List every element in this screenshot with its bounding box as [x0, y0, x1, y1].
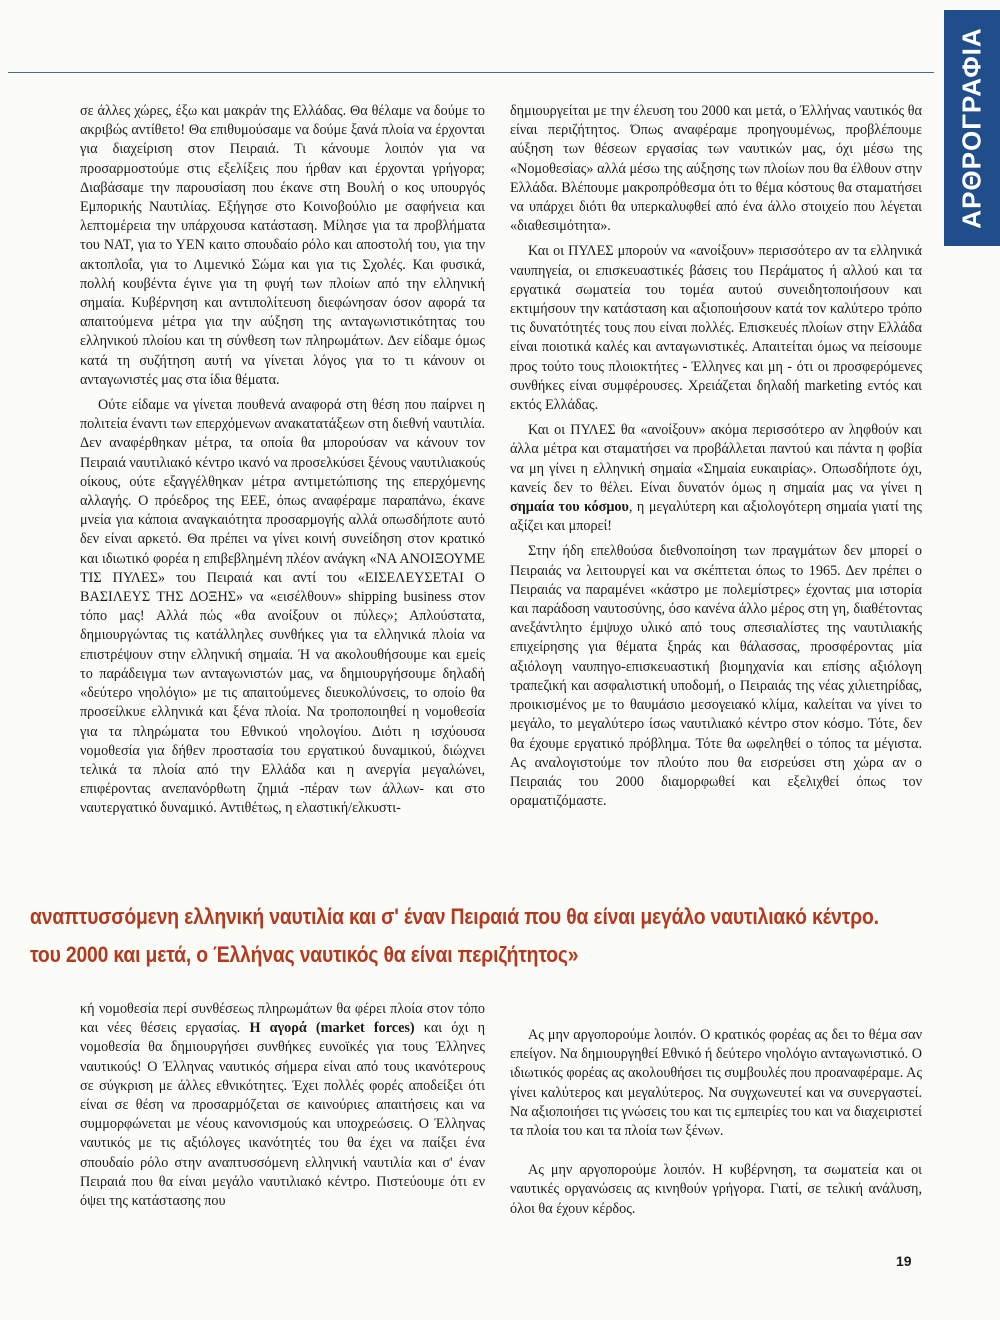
paragraph: Ας μην αργοπορούμε λοιπόν. Ο κρατικός φορέας ας δει το θέμα σαν επείγον. Να δημιουργηθεί Εθνικό ή δεύτερο νηολόγιο ανταγωνιστικό. Ο ιδιωτικός φορέας ας ακολουθήσει τις συμβουλές που προαναφέραμε. Ας γίνει καλύτερος και μεγαλύτερος. Να συγχωνευτεί και να συνεργαστεί. Να αξιοποιήσει τις γνώσεις του και τις εμπειρίες του και να διαχειριστεί τα πλοία του και τα πλοία των ξένων. [510, 1027, 922, 1140]
section-tab [944, 10, 1000, 246]
page-number: 19 [896, 1253, 912, 1269]
emphasis: σημαία του κόσμου [510, 499, 629, 516]
paragraph: Στην ήδη επελθούσα διεθνοποίηση των πραγμάτων δεν μπορεί ο Πειραιάς να λειτουργεί και να σκέπτεται όπως το 1965. Δεν πρέπει ο Πειραιάς να παραμένει «κάστρο με πολεμίστρες» έχοντας μια ιστορία και παράδοση ναυτοσύνης, όσο κανένα άλλο μέρος στη γη, διαθέτοντας ανεξάντλητο έμψυχο υλικό από τους σπεσιαλίστες της ναυτιλιακής επιχείρησης για θέματα ξηράς και θάλασσας, προσφέροντας μία αξιόλογη ναυπηγο-επισκευαστική βιομηχανία και επίσης αξιόλογη τραπεζική και ασφαλιστική υποδομή, ο Πειραιάς της νέας χιλιετηρίδας, προικισμένος με το θαυμάσιο μεσογειακό κλίμα, καλείται να γίνει το μεγάλο, το μεγαλύτερο ίσως ναυτιλιακό κέντρο στον κόσμο. Τότε, δεν θα έχουμε εργατικό πρόβλημα. Τότε θα ωφεληθεί ο τόπος τα μέγιστα. Ας αναλογιστούμε τον πλούτο που θα εισρεύσει στη χώρα αν ο Πειραιάς του 2000 διαμορφωθεί και εξελιχθεί όπως τον οραματιζόμαστε. [510, 543, 922, 810]
emphasis: Η αγορά (market forces) [249, 1020, 415, 1037]
paragraph [510, 421, 922, 536]
pull-quote [30, 898, 879, 974]
pull-quote-line-1: αναπτυσσόμενη ελληνική ναυτιλία και σ' έναν Πειραιά που θα είναι μεγάλο ναυτιλιακό κέντρο. [30, 904, 879, 929]
text-run: κή νομοθεσία περί συνθέσεως πληρωμάτων θα φέρει πλοία στον τόπο και νέες θέσεις εργασίας. [80, 1001, 485, 1037]
article-column-2 [510, 102, 922, 817]
section-label: ΑΡΘΡΟΓΡΑΦΙΑ [956, 27, 987, 229]
top-rule [8, 72, 934, 73]
paragraph: Και οι ΠΥΛΕΣ μπορούν να «ανοίξουν» περισσότερο αν τα ελληνικά ναυπηγεία, οι επισκευαστικές βάσεις του Περάματος ή αλλού και τα εργατικά σωματεία του τομέα αυτού συνειδητοποιήσουν και εκτιμήσουν την κατάσταση και αξιοποιήσουν κατά τον καλύτερο τρόπο τις δυνατότητές τους που είναι πολλές. Επισκευές πλοίων στην Ελλάδα είναι ποιοτικά καλές και ανταγωνιστικές. Απαιτείται όμως να πείσουμε προς τούτο τους πλοιοκτήτες - Έλληνες και μη - ότι οι προσφερόμενες συνθήκες είναι συμφέρουσες. Χρειάζεται δηλαδή marketing εντός και εκτός Ελλάδας. [510, 243, 922, 414]
text-run: Και οι ΠΥΛΕΣ θα «ανοίξουν» ακόμα περισσότερο αν ληφθούν και άλλα μέτρα και σταματήσει να προβάλλεται παντού και πάντα η φοβία να μη γίνει η ελληνική σημαία «Σημαία ευκαιρίας». Οπωσδήποτε όχι, κανείς δεν το θέλει. Είναι δυνατόν όμως η σημαία μας να γίνει η [510, 422, 922, 496]
paragraph: δημιουργείται με την έλευση του 2000 και μετά, ο Έλλήνας ναυτικός θα είναι περιζήτητος. Όπως αναφέραμε προηγουμένως, προβλέπουμε αύξηση των θέσεων εργασίας των ναυτικών μας, όχι μέσω της «Νομοθεσίας» αλλά μέσω της αύξησης των πλοίων που θα έλθουν στην Ελλάδα. Βλέπουμε μακροπρόθεσμα ότι το θέμα κόστους θα σταματήσει να υπάρχει διότι θα υπερκαλυφθεί από ένα άλλο στοιχείο που λέγεται «διαθεσιμότητα». [510, 103, 922, 235]
article-column-1 [80, 102, 485, 825]
paragraph [80, 1000, 485, 1211]
pull-quote-line-2: του 2000 και μετά, ο Έλλήνας ναυτικός θα είναι περιζήτητος» [30, 942, 579, 967]
paragraph: σε άλλες χώρες, έξω και μακράν της Ελλάδας. Θα θέλαμε να δούμε το ακριβώς αντίθετο! Θα επιθυμούσαμε να δούμε ξανά πλοία να έρχονται για διαχείριση στον Πειραιά. Τι κάνουμε λοιπόν για να προσαρμοστούμε στις εξελίξεις που ήρθαν και έρχονται γρήγορα; Διαβάσαμε την παρουσίαση που έκανε στη Βουλή ο κος υπουργός Εμπορικής Ναυτιλίας. Εξήγησε στο Κοινοβούλιο με σαφήνεια και λεπτομέρεια την υπάρχουσα κατάσταση. Μίλησε για τα προβλήματα του ΝΑΤ, για το ΥΕΝ καιτο σπουδαίο ρόλο και αποστολή του, για την ακτοπλοΐα, για το Λιμενικό Σώμα και για τις Σχολές. Και φυσικά, πολλή κουβέντα έγινε για τη φυγή των πλοίων από την ελληνική σημαία. Κυβέρνηση και αντιπολίτευση διεφώνησαν όσον αφορά τα απαιτούμενα μέτρα για την αύξηση της ανταγωνιστικότητας του ελληνικού πλοίου και τη σύνθεση των πληρωμάτων. Δεν είδαμε όμως κατά τη συζήτηση αυτή να γίνεται λόγος για το τι κάνουν οι ανταγωνιστές μας στα ίδια θέματα. [80, 103, 485, 388]
paragraph: Ούτε είδαμε να γίνεται πουθενά αναφορά στη θέση που παίρνει η πολιτεία έναντι των επερχόμενων ανακατατάξεων στη διεθνή ναυτιλία. Δεν αναφέρθηκαν μέτρα, τα οποία θα μπορούσαν να κάνουν τον Πειραιά ναυτιλιακό κέντρο ικανό να προσελκύσει ξένους ναυτιλιακούς οίκους, ούτε εξαγγέλθηκαν μέτρα αντιμετώπισης της επερχόμενης αλλαγής. Ο πρόεδρος της ΕΕΕ, όπως αναφέραμε παραπάνω, έκανε μνεία για κάποια αναγκαιότητα προσαρμογής αλλά οπωσδήποτε αυτό δεν είναι αρκετό. Θα πρέπει να γίνει κοινή συνείδηση στον κρατικό και ιδιωτικό φορέα η επιβεβλημένη πλέον ανάγκη «ΝΑ ΑΝΟΙΞΟΥΜΕ ΤΙΣ ΠΥΛΕΣ» του Πειραιά και αντί του «ΕΙΣΕΛΕΥΣΕΤΑΙ Ο ΒΑΣΙΛΕΥΣ ΤΗΣ ΔΟΞΗΣ» να «εισέλθουν» shipping business στον τόπο μας! Αλλά πώς «θα ανοίξουν οι πύλες»; Απλούστατα, δημιουργώντας τις κατάλληλες συνθήκες για τα ελληνικά πλοία να επιστρέψουν στην ελληνική σημαία. Ή να ακολουθήσουμε και εμείς το παράδειγμα των ανταγωνιστών μας, να δημιουργήσουμε δηλαδή «δεύτερο νηολόγιο» με τις απαιτούμενες διευκολύνσεις, το οποίο θα προσείλκυε ελληνικά και ξένα πλοία. Να τροποποιηθεί η νομοθεσία για τα πληρώματα του Εθνικού νηολογίου. Διότι η ισχύουσα νομοθεσία για δήθεν προστασία του εργατικού δυναμικού, διώχνει τελικά τα πλοία από την Ελλάδα και η ανεργία μεγαλώνει, επιφέροντας ανεπανόρθωτη ζημιά -πέραν των άλλων- και στο ναυτεργατικό δυναμικό. Αντιθέτως, η ελαστική/ελκυστι- [80, 397, 485, 817]
text-run: , η μεγαλύτερη και αξιολογότερη σημαία γιατί της αξίζει και μπορεί! [510, 499, 922, 535]
paragraph: Ας μην αργοπορούμε λοιπόν. Η κυβέρνηση, τα σωματεία και οι ναυτικές οργανώσεις ας κινηθούν γρήγορα. Γιατί, σε τελική ανάλυση, όλοι θα έχουν κέρδος. [510, 1162, 922, 1217]
article-column-3 [80, 1000, 485, 1217]
text-run: και όχι η νομοθεσία θα δημιουργήσει συνθήκες ευνοϊκές για τους Έλληνες ναυτικούς! Ο Έλληνας ναυτικός σήμερα είναι από τους ικανότερους σε σύγκριση με άλλες εθνικότητες. Έχει πολλές φορές αποδείξει ότι είναι σε θέση να προσαρμόζεται σε καινούριες απαιτήσεις και να συμμορφώνεται με νέους κανονισμούς και υποχρεώσεις. Ο Έλληνας ναυτικός με τις αξιόλογες ικανότητές του θα έχει να παίξει ένα σπουδαίο ρόλο στην αναπτυσσόμενη ελληνική ναυτιλία και σ' έναν Πειραιά που θα είναι μεγάλο ναυτιλιακό κέντρο. Πιστεύουμε ότι εν όψει της κατάστασης που [80, 1020, 485, 1210]
paragraph-gap [510, 1147, 922, 1161]
article-column-4 [510, 1026, 922, 1225]
